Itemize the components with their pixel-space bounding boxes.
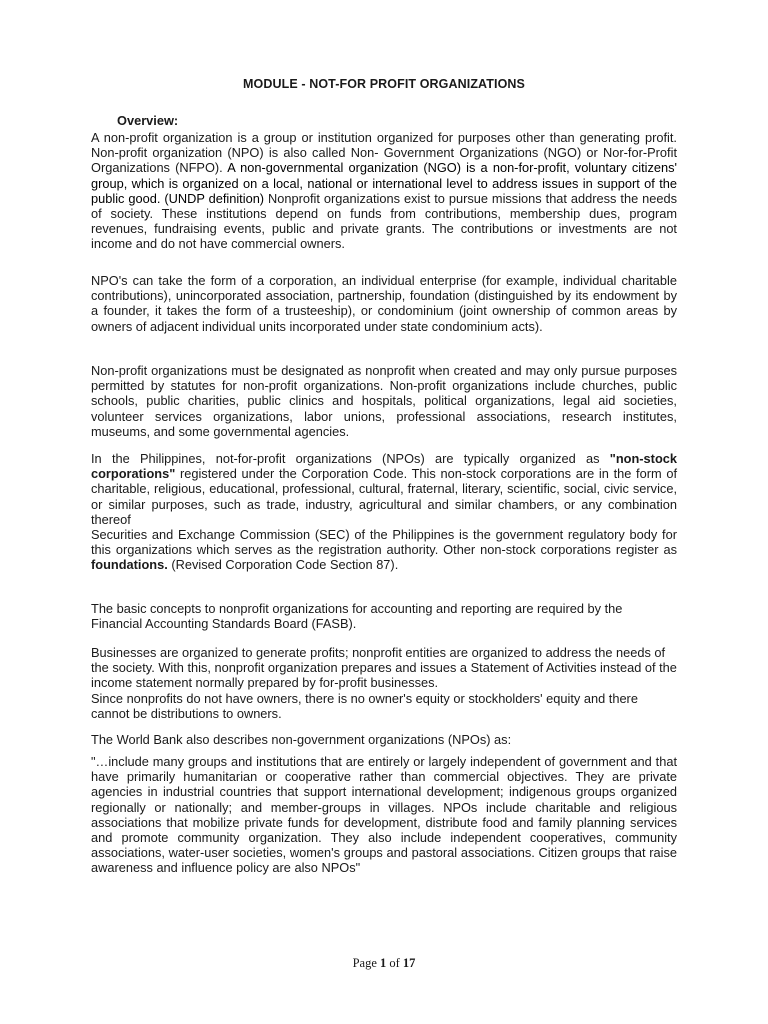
overview-heading: Overview: xyxy=(117,113,179,128)
foundations-term: foundations. xyxy=(91,557,168,573)
world-bank-quote-text: "…include many groups and institutions that are entirely or largely independent of government and that have primarily humanitarian or cooperative rather than commercial objectives. They are private agencies in industrial countries that support international development; indigenous groups organized regionally or nationally; and member-groups in villages. NPOs include charitable and religious associations that mobilize private funds for development, distribute food and family planning services and promote community organization. They also include independent cooperatives, community associations, water-user societies, women's groups and pastoral associations. Citizen groups that raise awareness and influence policy are also NPOs" xyxy=(91,754,677,876)
overview-text-c: Nonprofit organizations exist to pursue missions that address the needs of society. These institutions depend on funds from contributions, membership dues, program revenues, fundraising events, public and private grants. The contributions or investments are not income and do not have commercial owners. xyxy=(91,190,677,252)
world-bank-quote xyxy=(91,754,677,876)
philippines-text-a: In the Philippines, not-for-profit organizations (NPOs) are typically organized as xyxy=(91,451,610,466)
npo-forms-text: NPO's can take the form of a corporation, an individual enterprise (for example, individual charitable contributions), unincorporated association, partnership, foundation (distinguished by its endowment by a founder, it takes the form of a trusteeship), or condominium (joint ownership of common areas by owners of adjacent individual units incorporated under state condominium acts). xyxy=(91,273,677,334)
sec-text-f: (Revised Corporation Code Section 87). xyxy=(167,557,399,573)
footer-total-pages: 17 xyxy=(402,956,416,970)
world-bank-intro-text: The World Bank also describes non-government organizations (NPOs) as: xyxy=(91,732,512,747)
businesses-paragraph xyxy=(91,645,677,721)
footer-page-word: Page xyxy=(352,956,380,970)
overview-paragraph xyxy=(91,130,677,252)
owners-text: Since nonprofits do not have owners, there is no owner's equity or stockholders' equity and there cannot be distributions to owners. xyxy=(91,690,638,721)
footer-current-page: 1 xyxy=(380,956,387,970)
non-stock-term: "non-stock corporations" xyxy=(91,451,677,482)
philippines-paragraph xyxy=(91,451,677,573)
businesses-text: Businesses are organized to generate profits; nonprofit entities are organized to address the needs of the society. With this, nonprofit organization prepares and issues a Statement of Activities instead of the income statement normally prepared by for-profit businesses. xyxy=(91,645,677,691)
world-bank-intro xyxy=(91,732,677,747)
philippines-text-c: registered under the Corporation Code. This non-stock corporations are in the form of charitable, religious, educational, professional, cultural, fraternal, literary, scientific, social, civic service, or similar purposes, such as trade, industry, agricultural and similar chambers, or any combination thereof xyxy=(91,466,677,527)
designation-text: Non-profit organizations must be designated as nonprofit when created and may only pursue purposes permitted by statutes for non-profit organizations. Non-profit organizations include churches, public schools, public charities, public clinics and hospitals, political organizations, legal aid societies, volunteer services organizations, labor unions, professional associations, research institutes, museums, and some governmental agencies. xyxy=(91,363,677,439)
ngo-definition: A non-governmental organization (NGO) is a non-for-profit, voluntary citizens' group, which is organized on a local, national or international level to address issues in support of the public good. (UNDP definition) xyxy=(91,160,677,206)
npo-forms-paragraph xyxy=(91,273,677,334)
footer-of-word: of xyxy=(386,956,403,970)
fasb-paragraph xyxy=(91,601,677,631)
fasb-text: The basic concepts to nonprofit organizations for accounting and reporting are required by the Financial Accounting Standards Board (FASB). xyxy=(91,601,623,632)
overview-text-a: A non-profit organization is a group or institution organized for purposes other than generating profit. Non-profit organization (NPO) is also called Non- Government Organizations (NGO) or Nor-for-Profit Organizations (NFPO). xyxy=(91,130,677,176)
page-footer xyxy=(0,956,768,971)
page-title: MODULE - NOT-FOR PROFIT ORGANIZATIONS xyxy=(243,77,525,91)
sec-text-d: Securities and Exchange Commission (SEC) of the Philippines is the government regulatory body for this organizations which serves as the registration authority. Other non-stock corporations register as xyxy=(91,527,677,558)
designation-paragraph xyxy=(91,363,677,439)
